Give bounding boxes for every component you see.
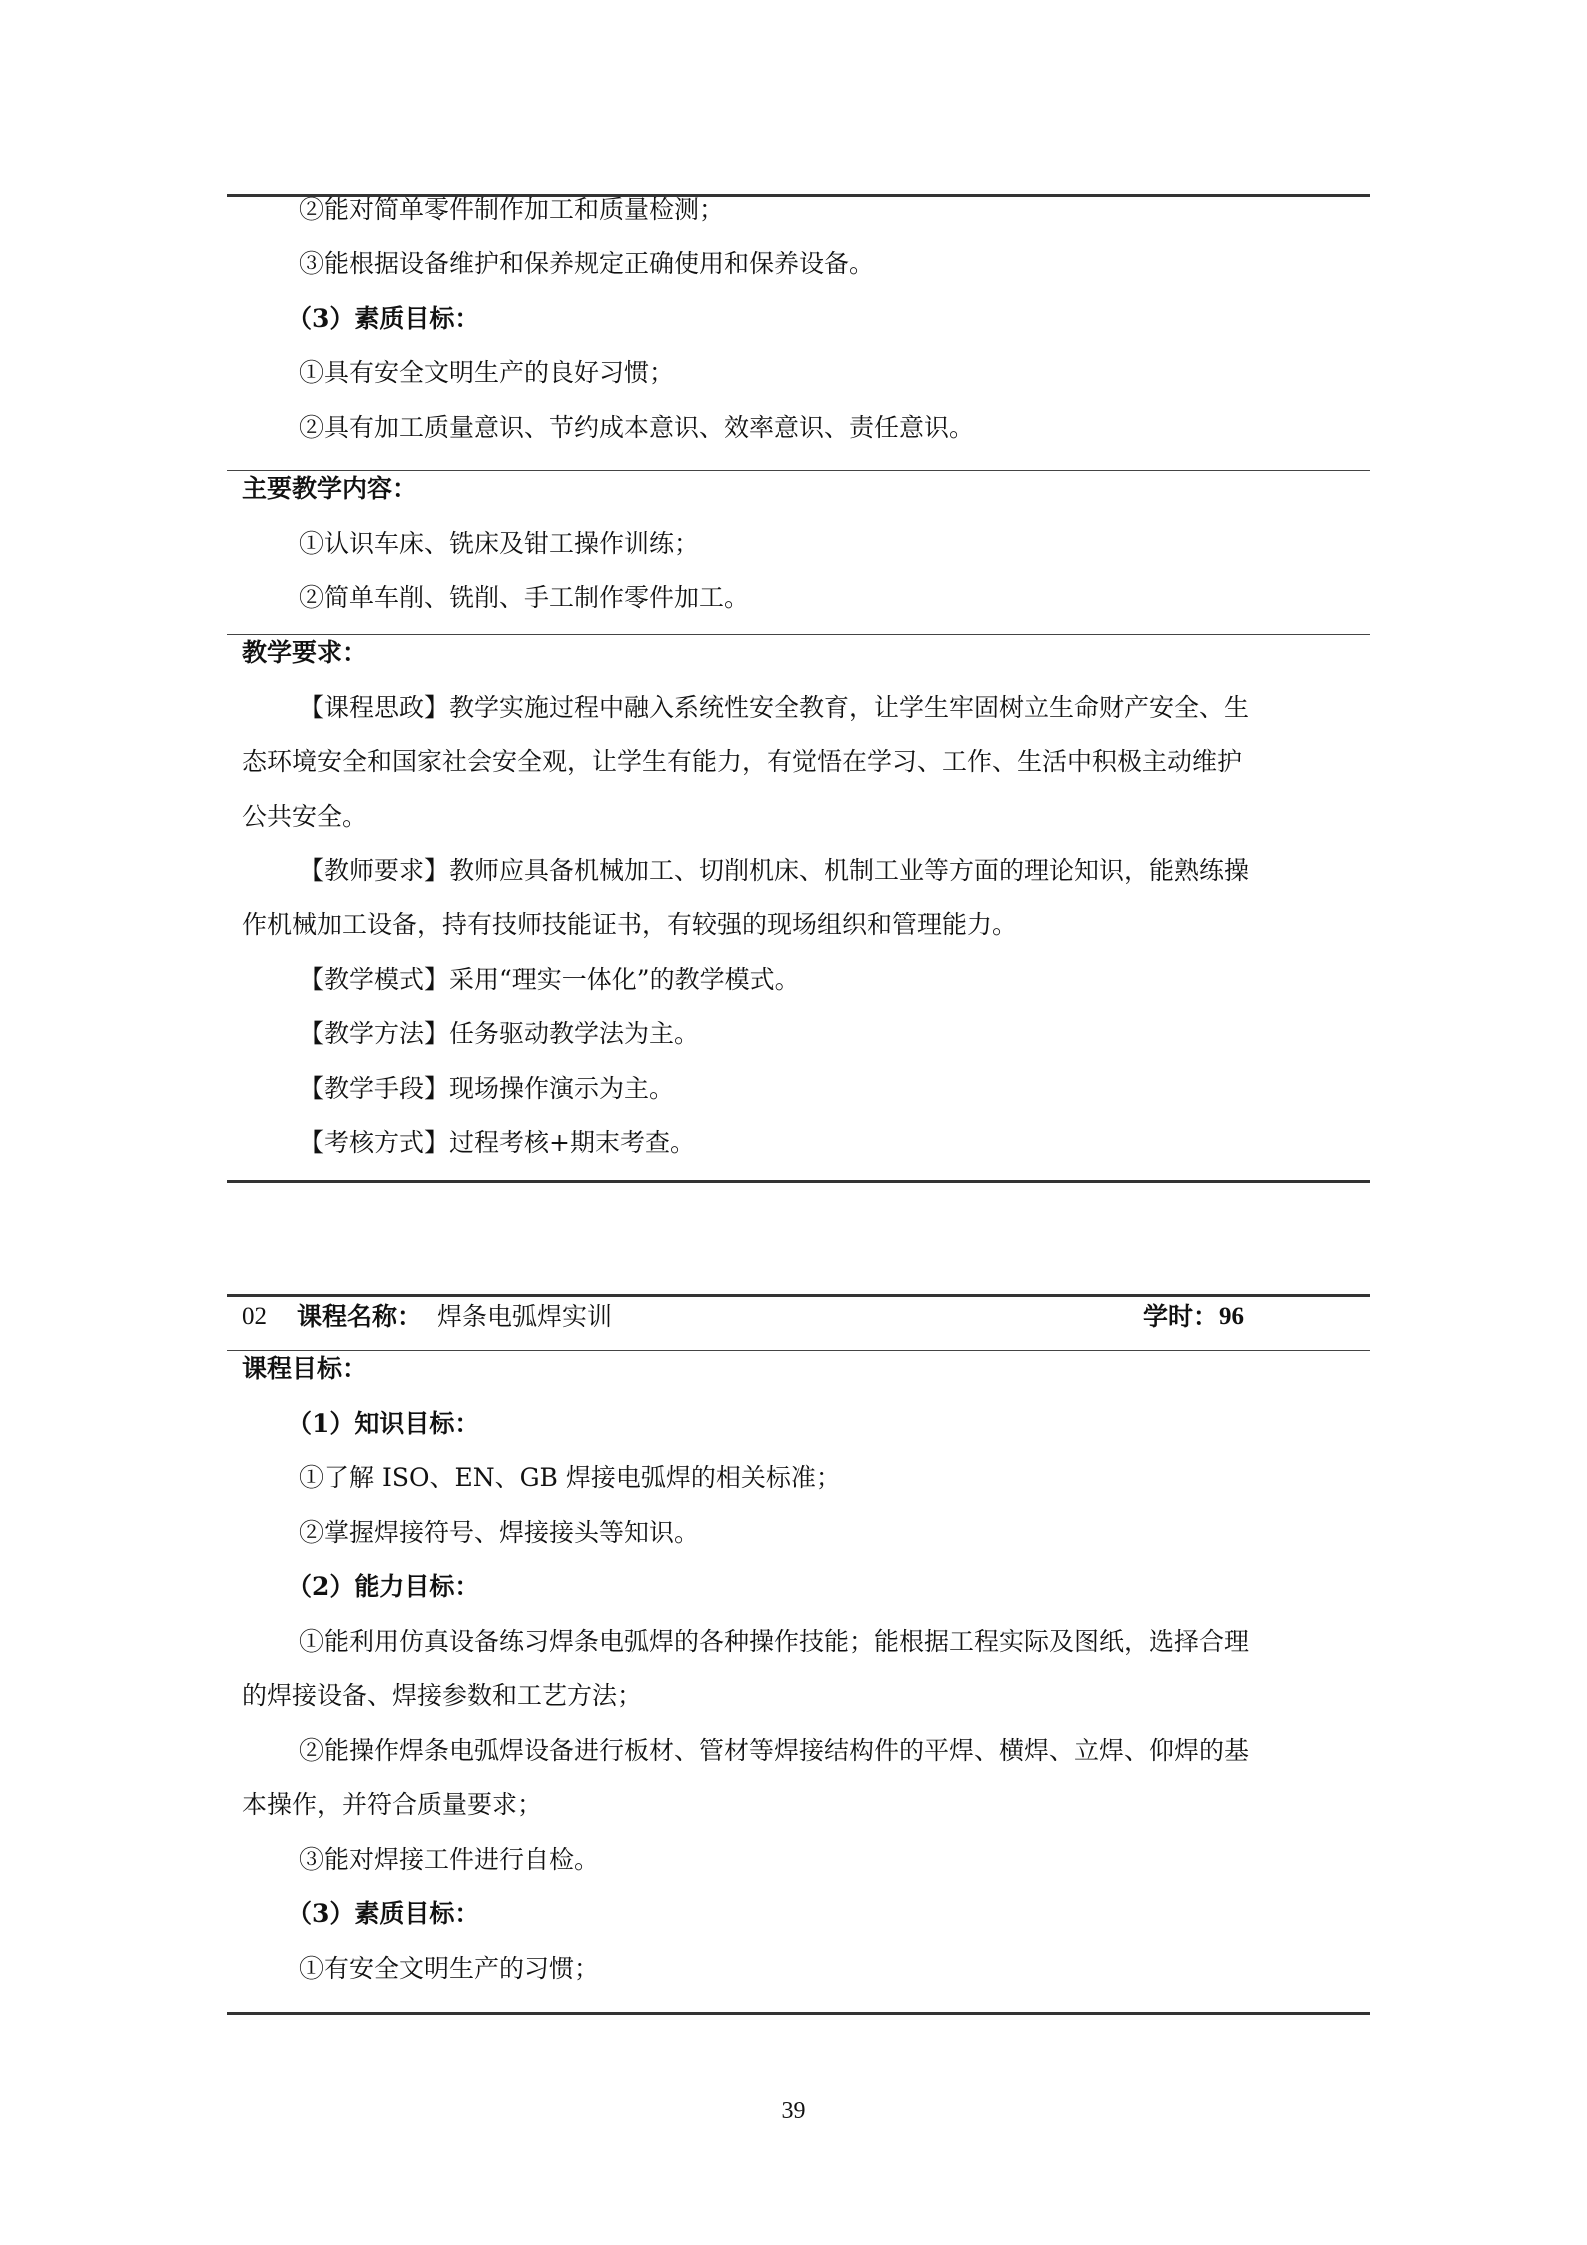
quality-item: ②具有加工质量意识、节约成本意识、效率意识、责任意识。 [299,413,975,442]
knowledge-item: ①了解 ISO、EN、GB 焊接电弧焊的相关标准； [299,1463,841,1492]
requirement-line: 【教学手段】现场操作演示为主。 [299,1074,675,1103]
quality-heading: （3）素质目标： [287,1899,480,1928]
quality-item: ①具有安全文明生产的良好习惯； [299,358,675,387]
table-bottom-border [227,1180,1370,1183]
content-item: ②简单车削、铣削、手工制作零件加工。 [299,583,750,612]
ability-line: ①能利用仿真设备练习焊条电弧焊的各种操作技能；能根据工程实际及图纸，选择合理 [299,1627,1250,1656]
content-item: ①认识车床、铣床及钳工操作训练； [299,529,700,558]
ability-item: ③能根据设备维护和保养规定正确使用和保养设备。 [299,249,875,278]
row-divider [227,470,1370,471]
row-divider [227,634,1370,635]
requirement-line: 【教学模式】采用“理实一体化”的教学模式。 [299,965,800,994]
course-name-value: 焊条电弧焊实训 [437,1302,613,1331]
table-bottom-border [227,2012,1370,2015]
ability-line: 的焊接设备、焊接参数和工艺方法； [242,1681,643,1710]
requirement-line: 态环境安全和国家社会安全观，让学生有能力，有觉悟在学习、工作、生活中积极主动维护 [242,747,1243,776]
course-hours-label: 学时： [1143,1302,1219,1331]
page-number: 39 [781,2098,806,2124]
course-hours-value: 96 [1219,1303,1244,1330]
requirement-line: 【教学方法】任务驱动教学法为主。 [299,1019,700,1048]
requirements-heading: 教学要求： [242,638,368,667]
requirement-line: 【课程思政】教学实施过程中融入系统性安全教育，让学生牢固树立生命财产安全、生 [299,693,1250,722]
ability-heading: （2）能力目标： [287,1572,480,1601]
ability-line: ③能对焊接工件进行自检。 [299,1845,600,1874]
ability-line: ②能操作焊条电弧焊设备进行板材、管材等焊接结构件的平焊、横焊、立焊、仰焊的基 [299,1736,1250,1765]
course-name-label: 课程名称： [297,1302,423,1331]
ability-item: ②能对简单零件制作加工和质量检测； [299,195,725,224]
requirement-line: 公共安全。 [242,802,368,831]
row-divider [227,1350,1370,1351]
quality-heading: （3）素质目标： [287,304,480,333]
ability-line: 本操作，并符合质量要求； [242,1790,543,1819]
course-number: 02 [242,1303,267,1330]
quality-item: ①有安全文明生产的习惯； [299,1954,600,1983]
requirement-line: 【教师要求】教师应具备机械加工、切削机床、机制工业等方面的理论知识，能熟练操 [299,856,1250,885]
content-heading: 主要教学内容： [242,474,418,503]
goals-heading: 课程目标： [242,1354,368,1383]
knowledge-item: ②掌握焊接符号、焊接接头等知识。 [299,1518,700,1547]
table-top-border [227,1294,1370,1297]
requirement-line: 【考核方式】过程考核+期末考查。 [299,1128,695,1157]
knowledge-heading: （1）知识目标： [287,1409,480,1438]
requirement-line: 作机械加工设备，持有技师技能证书，有较强的现场组织和管理能力。 [242,910,1018,939]
